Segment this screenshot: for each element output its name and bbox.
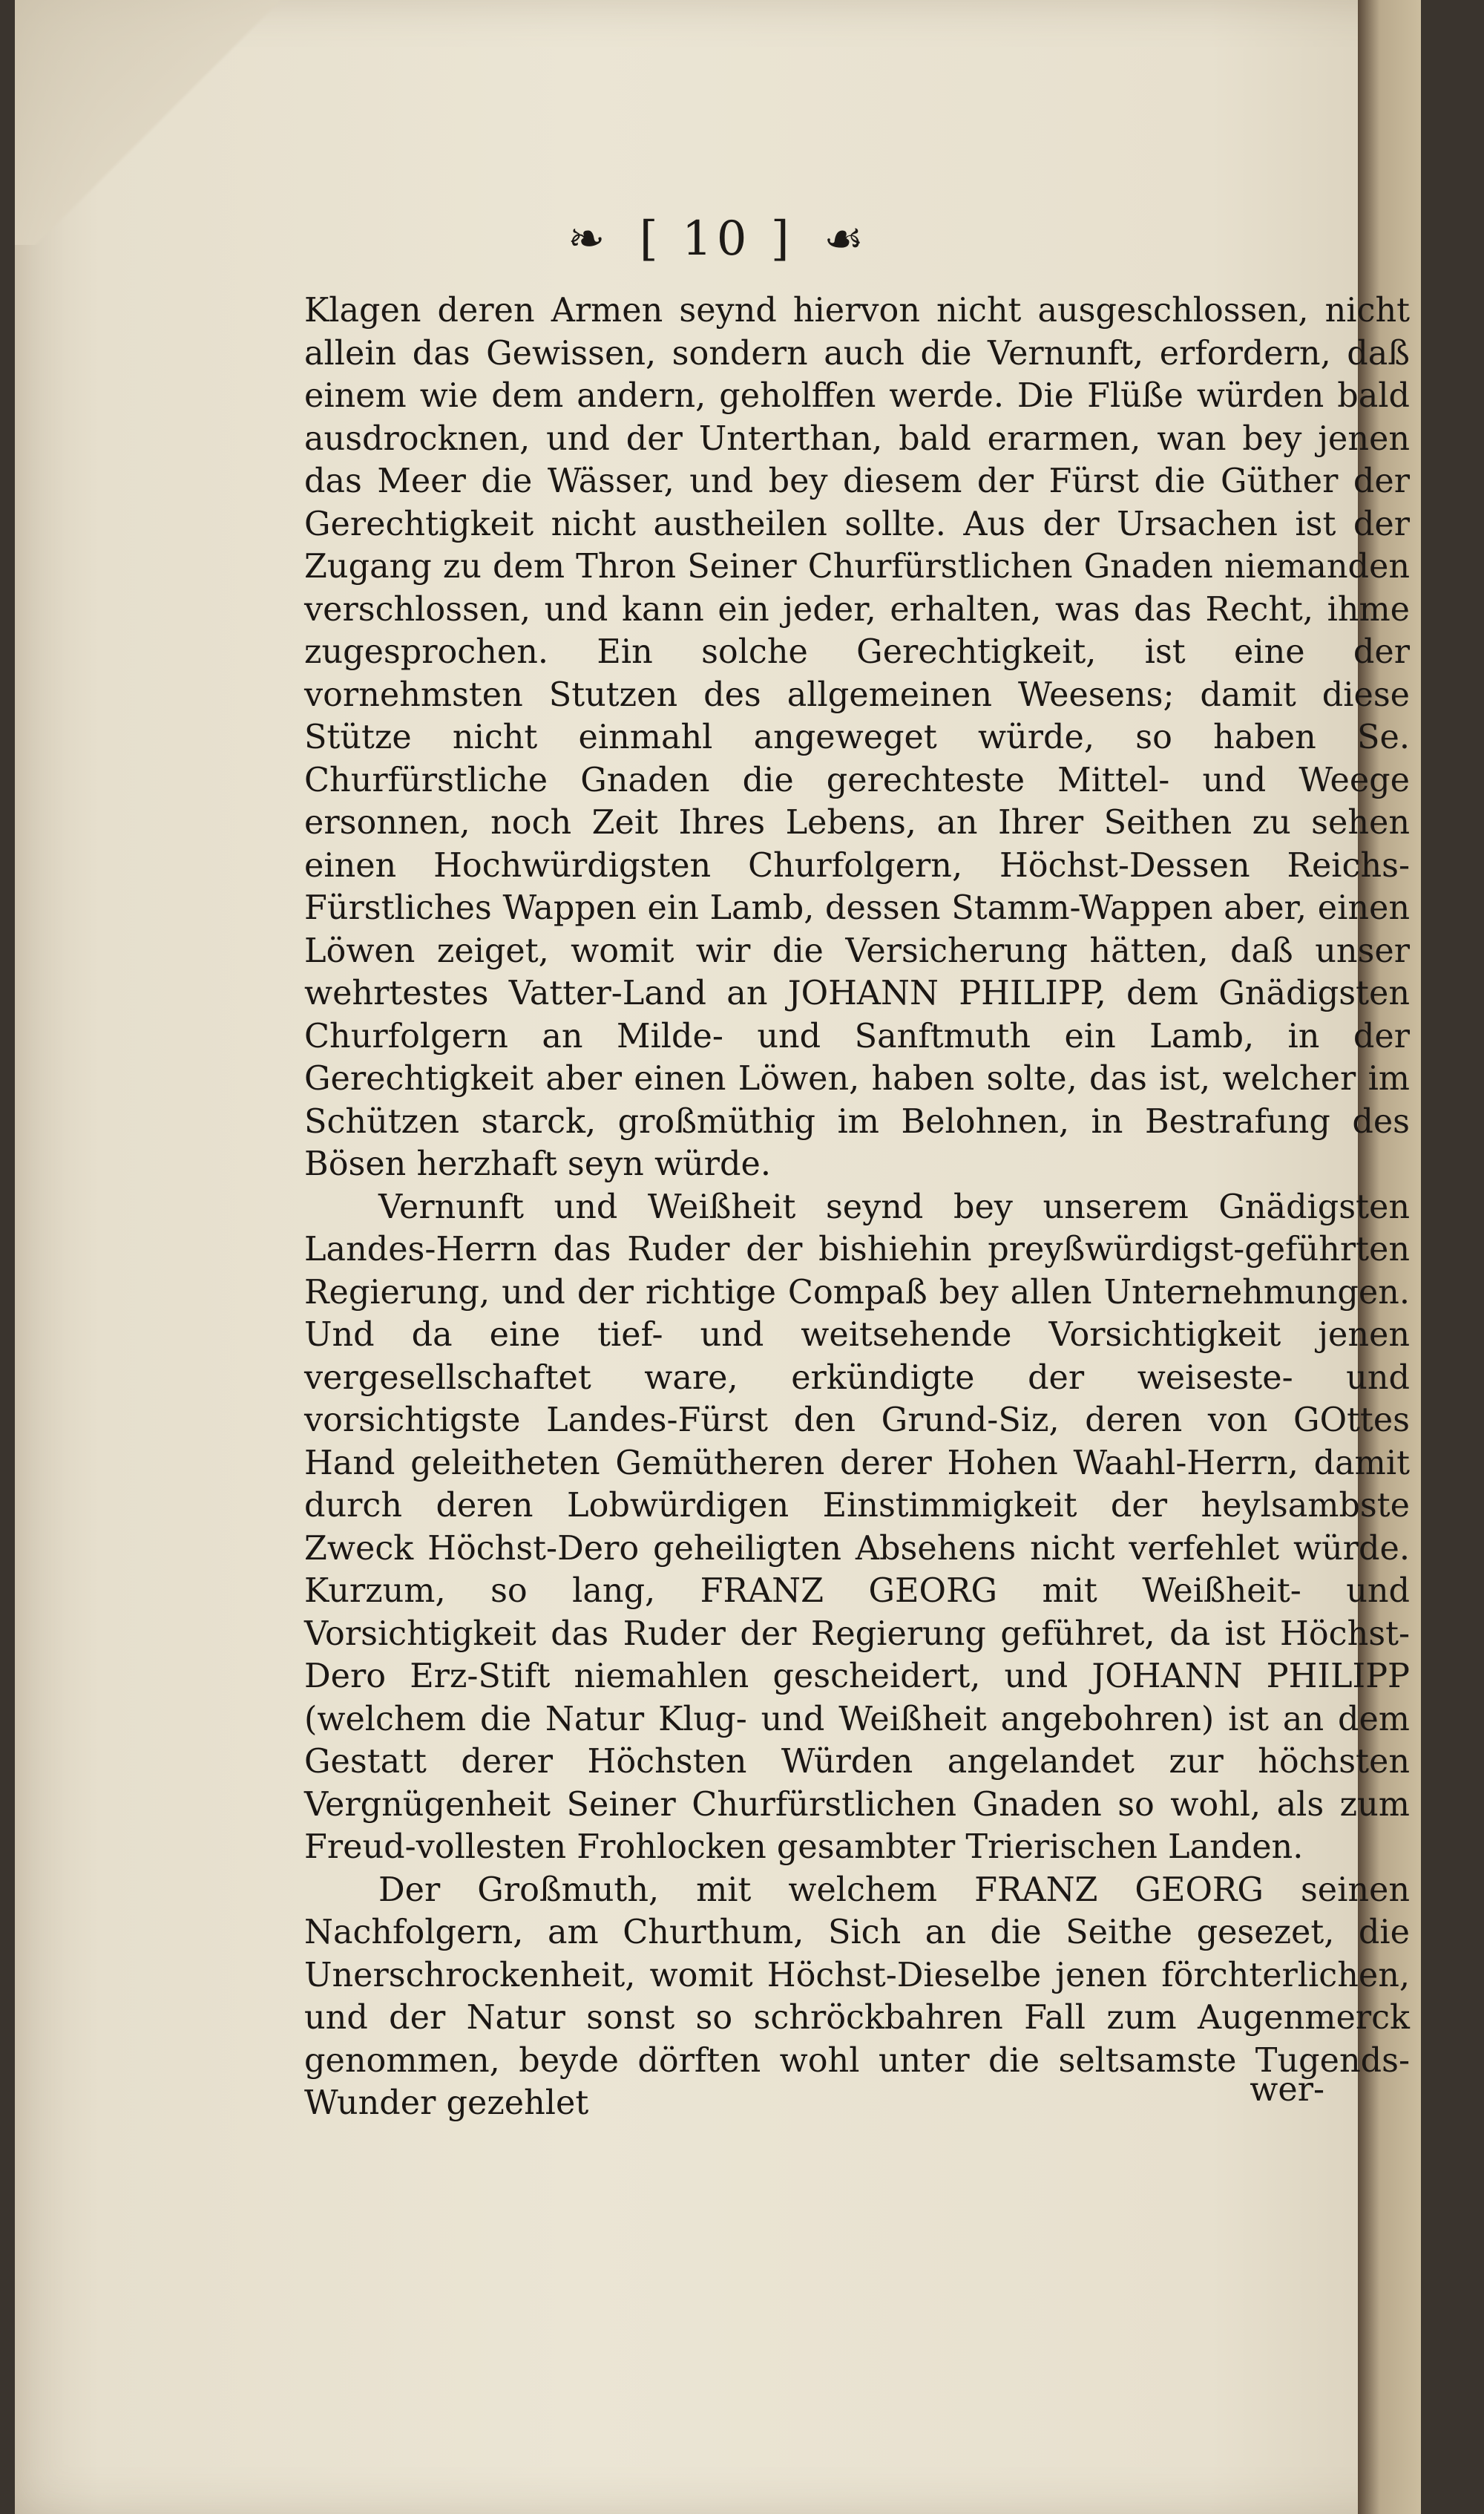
paragraph-3: Der Großmuth, mit welchem FRANZ GEORG seinen Nachfolgern, am Churthum, Sich an die Seithe gesezet, die Unerschrockenheit, womit Höchst-Dieselbe jenen förchterlichen, und der Natur sonst so schröckbahren Fall zum Augenmerck genommen, beyde dörften wohl unter die seltsamste Tugends-Wunder gezehlet (304, 1870, 1410, 2122)
right-ornament-icon: ☙ (824, 212, 868, 265)
body-text (304, 289, 1410, 2125)
paragraph-1: Klagen deren Armen seynd hiervon nicht ausgeschlossen, nicht allein das Gewissen, sondern auch die Vernunft, erfordern, daß einem wie dem andern, geholffen werde. Die Flüße würden bald ausdrocknen, und der Unterthan, bald erarmen, wan bey jenen das Meer die Wässer, und bey diesem der Fürst die Güther der Gerechtigkeit nicht austheilen sollte. Aus der Ursachen ist der Zugang zu dem Thron Seiner Churfürstlichen Gnaden niemanden verschlossen, und kann ein jeder, erhalten, was das Recht, ihme zugesprochen. Ein solche Gerechtigkeit, ist eine der vornehmsten Stutzen des allgemeinen Weesens; damit diese Stütze nicht einmahl angeweget würde, so haben Se. Churfürstliche Gnaden die gerechteste Mittel- und Weege ersonnen, noch Zeit Ihres Lebens, an Ihrer Seithen zu sehen einen Hochwürdigsten Churfolgern, Höchst-Dessen Reichs-Fürstliches Wappen ein Lamb, dessen Stamm-Wappen aber, einen Löwen zeiget, womit wir die Versicherung hätten, daß unser wehrtestes Vatter-Land an JOHANN PHILIPP, dem Gnädigsten Churfolgern an Milde- und Sanftmuth ein Lamb, in der Gerechtigkeit aber einen Löwen, haben solte, das ist, welcher im Schützen starck, großmüthig im Belohnen, in Bestrafung des Bösen herzhaft seyn würde. (304, 292, 1410, 1183)
catchword: wer- (1250, 2071, 1324, 2109)
page-header (15, 208, 1421, 266)
paragraph-2: Vernunft und Weißheit seynd bey unserem Gnädigsten Landes-Herrn das Ruder der bishiehin preyßwürdigst-geführten Regierung, und der richtige Compaß bey allen Unternehmungen. Und da eine tief- und weitsehende Vorsichtigkeit jenen vergesellschaftet ware, erkündigte der weiseste- und vorsichtigste Landes-Fürst den Grund-Siz, deren von GOttes Hand geleitheten Gemütheren derer Hohen Waahl-Herrn, damit durch deren Lobwürdigen Einstimmigkeit der heylsambste Zweck Höchst-Dero geheiligten Absehens nicht verfehlet würde. Kurzum, so lang, FRANZ GEORG mit Weißheit- und Vorsichtigkeit das Ruder der Regierung geführet, da ist Höchst-Dero Erz-Stift niemahlen gescheidert, und JOHANN PHILIPP (welchem die Natur Klug- und Weißheit angebohren) ist an dem Gestatt derer Höchsten Würden angelandet zur höchsten Vergnügenheit Seiner Churfürstlichen Gnaden so wohl, als zum Freud-vollesten Frohlocken gesambter Trierischen Landen. (304, 1188, 1410, 1866)
book-page (15, 0, 1421, 2514)
page-number: [ 10 ] (639, 211, 794, 266)
left-ornament-icon: ❧ (568, 212, 610, 265)
